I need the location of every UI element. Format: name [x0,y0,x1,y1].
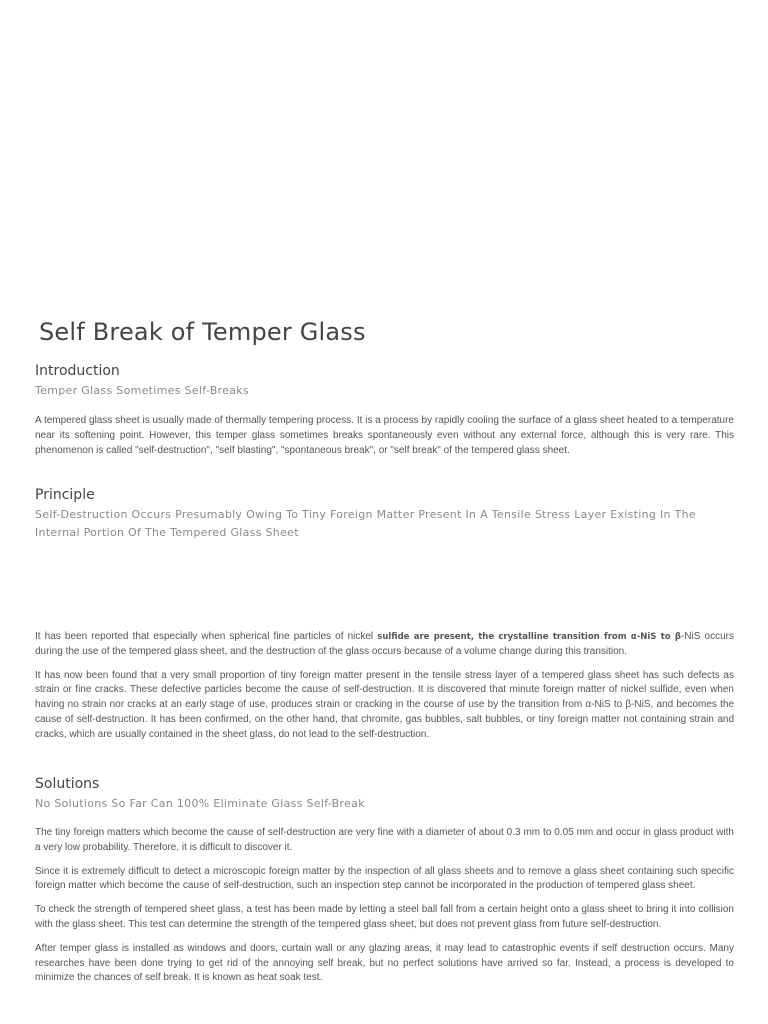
principle-paragraph-1 [35,630,734,660]
principle-paragraph-2: It has now been found that a very small proportion of tiny foreign matter present in the tensile stress layer of a tempered glass sheet has such defects as strain or fine cracks. These defective particles become the cause of self-destruction. It is discovered that minute foreign matter of nickel sulfide, even when having no strain nor cracks at an early stage of use, produces strain or cracking in the course of use by the transition from α-NiS to β-NiS, and becomes the cause of self-destruction. It has been confirmed, on the other hand, that chromite, gas bubbles, salt bubbles, or tiny foreign matter not containing strain and cracks, which are usually contained in the sheet glass, do not lead to the self-destruction. [35,669,734,740]
section-solutions [35,775,734,813]
section-heading-solutions: Solutions [35,776,100,792]
introduction-paragraph: A tempered glass sheet is usually made of thermally tempering process. It is a process by rapidly cooling the surface of a glass sheet heated to a temperature near its softening point. However, this temper glass sometimes breaks spontaneously even without any external force, although this is very rare. This phenomenon is called "self-destruction", "self blasting", "spontaneous break", or "self break" of the tempered glass sheet. [35,415,734,456]
principle-body [35,630,734,743]
solutions-body [35,826,734,986]
principle-paragraph-1-end: -NiS occurs during the use of the tempered glass sheet, and the destruction of the glass occurs because of a volume change during this transition. [35,631,735,657]
section-subheading-solutions: No Solutions So Far Can 100% Eliminate Glass Self-Break [35,797,365,810]
page-title: Self Break of Temper Glass [39,318,366,346]
principle-paragraph-1-highlight: sulfide are present, the crystalline transition from α-NiS to β [377,632,681,642]
principle-paragraph-1-start: It has been reported that especially when spherical fine particles of nickel [35,631,378,642]
solutions-paragraph-3: To check the strength of tempered sheet glass, a test has been made by letting a steel ball fall from a certain height onto a glass sheet to bring it into collision with the glass sheet. This test can determine the strength of the tempered glass sheet, but does not prevent glass from future self-destruction. [35,904,734,930]
introduction-body [35,414,734,458]
section-subheading-principle: Self-Destruction Occurs Presumably Owing To Tiny Foreign Matter Present In A Tensile Stress Layer Existing In The Internal Portion Of The Tempered Glass Sheet [35,508,696,539]
solutions-paragraph-2: Since it is extremely difficult to detect a microscopic foreign matter by the inspection of all glass sheets and to remove a glass sheet containing such specific foreign matter which become the cause of self-destruction, such an inspection step cannot be incorporated in the production of tempered glass sheet. [35,865,734,892]
solutions-paragraph-4: After temper glass is installed as windows and doors, curtain wall or any glazing areas, it may lead to catastrophic events if self destruction occurs. Many researches have been done trying to get rid of the annoying self break, but no perfect solutions have arrived so far. Instead, a process is developed to minimize the chances of self break. It is known as heat soak test. [35,942,734,984]
section-principle [35,486,734,542]
solutions-paragraph-1: The tiny foreign matters which become the cause of self-destruction are very fine with a diameter of about 0.3 mm to 0.05 mm and occur in glass product with a very low probability. Therefore, it is difficult to discover it. [35,827,734,853]
section-heading-introduction: Introduction [35,363,120,379]
section-subheading-introduction: Temper Glass Sometimes Self-Breaks [35,384,249,397]
section-heading-principle: Principle [35,487,95,503]
section-introduction [35,362,734,400]
